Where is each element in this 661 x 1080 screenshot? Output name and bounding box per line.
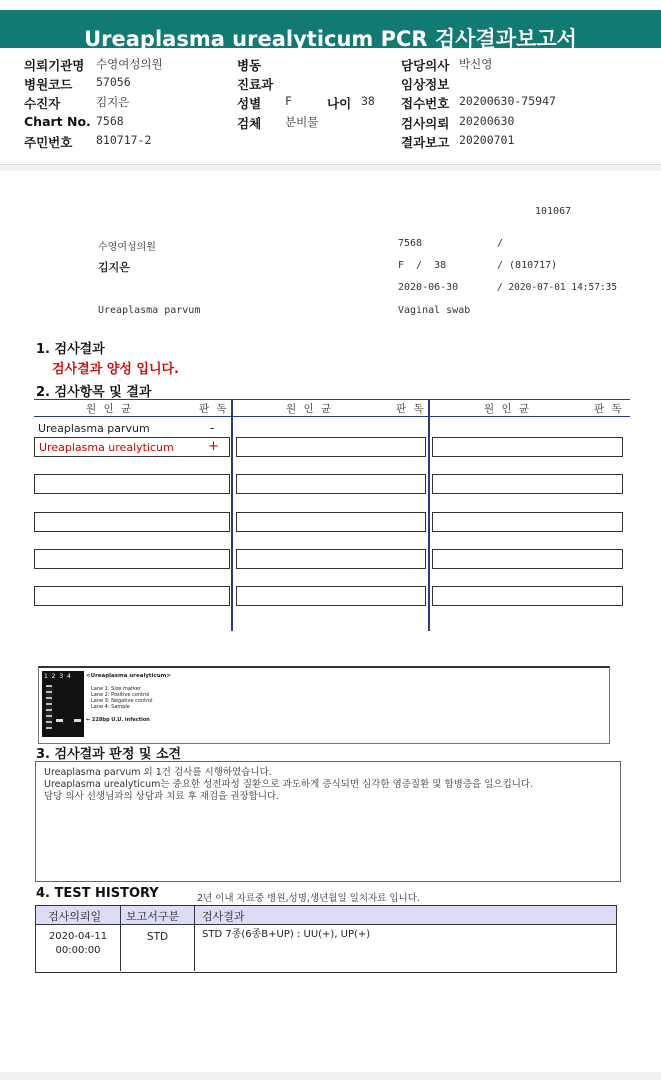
label-department: 진료과 bbox=[237, 77, 274, 92]
marker-ladder bbox=[46, 685, 52, 729]
label-doctor: 담당의사 bbox=[401, 58, 450, 73]
empty-cell bbox=[34, 549, 230, 569]
section4-note: 2년 이내 자료중 병원,성명,생년월일 일치자료 입니다. bbox=[197, 893, 420, 904]
history-time: 00:00:00 bbox=[55, 945, 101, 956]
organism-parvum: Ureaplasma parvum bbox=[38, 422, 150, 435]
label-sex: 성별 bbox=[237, 96, 262, 111]
label-resident-no: 주민번호 bbox=[24, 135, 73, 150]
value-hospital-code: 57056 bbox=[96, 75, 131, 89]
empty-cell bbox=[432, 474, 623, 494]
history-header-row bbox=[36, 905, 616, 925]
section1-result: 검사결과 양성 입니다. bbox=[52, 362, 180, 377]
history-col-result: 검사결과 bbox=[202, 910, 245, 923]
report-test-name: Ureaplasma parvum bbox=[98, 305, 201, 316]
empty-cell bbox=[236, 437, 426, 457]
report-sex-age: F / 38 bbox=[398, 260, 447, 271]
report-patient: 김지은 bbox=[98, 261, 130, 274]
empty-cell bbox=[236, 512, 426, 532]
result-row-urealyticum bbox=[34, 437, 230, 457]
col2-judge: 판 독 bbox=[396, 403, 426, 415]
empty-cell bbox=[432, 437, 623, 457]
result-parvum: - bbox=[210, 421, 215, 435]
col1-organism: 원 인 균 bbox=[86, 403, 134, 415]
value-chart-no: 7568 bbox=[96, 114, 124, 128]
value-report-date: 20200701 bbox=[459, 133, 515, 147]
empty-cell bbox=[34, 474, 230, 494]
header-divider bbox=[0, 164, 661, 171]
empty-cell bbox=[34, 512, 230, 532]
lane-4-label: 4 bbox=[66, 673, 71, 680]
value-patient: 김지은 bbox=[96, 95, 130, 109]
section3-title: 3. 검사결과 판정 및 소견 bbox=[36, 747, 182, 762]
legend-lane-1: Lane 1: Size marker bbox=[91, 686, 141, 692]
section1-title: 1. 검사결과 bbox=[36, 342, 105, 357]
label-patient: 수진자 bbox=[24, 96, 61, 111]
report-chart-no: 7568 bbox=[398, 238, 423, 249]
organism-urealyticum: Ureaplasma urealyticum bbox=[39, 441, 174, 454]
gel-image bbox=[42, 671, 84, 737]
legend-lane-4: Lane 4: Sample bbox=[91, 704, 130, 710]
col2-organism: 원 인 균 bbox=[286, 403, 334, 415]
opinion-line-2: Ureaplasma urealyticum는 중요한 성전파성 질환으로 과도하게 증식되면 심각한 염증질환 및 합병증을 일으킵니다. bbox=[44, 779, 534, 790]
report-hospital: 수영여성의원 bbox=[98, 242, 156, 253]
value-sex: F bbox=[285, 94, 292, 108]
col3-judge: 판 독 bbox=[594, 403, 624, 415]
empty-cell bbox=[236, 549, 426, 569]
label-hospital-code: 병원코드 bbox=[24, 77, 73, 92]
lane-1-label: 1 bbox=[44, 673, 48, 680]
history-col-type: 보고서구분 bbox=[126, 910, 180, 923]
label-age: 나이 bbox=[327, 96, 352, 111]
value-specimen: 분비물 bbox=[285, 115, 319, 129]
empty-cell bbox=[432, 586, 623, 606]
gel-title: <Ureaplasma urealyticum> bbox=[86, 673, 171, 679]
band-positive-control bbox=[56, 719, 63, 722]
band-sample bbox=[74, 719, 81, 722]
report-code: 101067 bbox=[535, 206, 572, 217]
opinion-box bbox=[35, 761, 621, 882]
value-receipt-no: 20200630-75947 bbox=[459, 94, 556, 108]
column-divider-1 bbox=[231, 399, 233, 631]
result-urealyticum: + bbox=[208, 439, 219, 454]
gel-band-label: ← 228bp U.U. infection bbox=[86, 717, 150, 723]
label-clinical-info: 임상정보 bbox=[401, 77, 450, 92]
result-row-parvum bbox=[38, 422, 150, 435]
empty-cell bbox=[432, 512, 623, 532]
history-col-divider-2 bbox=[194, 905, 195, 971]
empty-cell bbox=[236, 586, 426, 606]
opinion-line-1: Ureaplasma parvum 외 1건 검사를 시행하였습니다. bbox=[44, 767, 272, 778]
patient-info-block bbox=[0, 56, 661, 156]
results-table-header bbox=[34, 399, 630, 417]
value-hospital-name: 수영여성의원 bbox=[96, 57, 163, 71]
history-col-date: 검사의뢰일 bbox=[48, 910, 102, 923]
lane-3-label: 3 bbox=[59, 673, 64, 680]
empty-cell bbox=[236, 474, 426, 494]
label-specimen: 검체 bbox=[237, 116, 262, 131]
report-datetime: / 2020-07-01 14:57:35 bbox=[497, 282, 618, 293]
opinion-line-3: 담당 의사 선생님과의 상담과 치료 후 재검을 권장합니다. bbox=[44, 791, 280, 802]
value-request-date: 20200630 bbox=[459, 114, 515, 128]
value-resident-no: 810717-2 bbox=[96, 133, 152, 147]
report-receipt-date: 2020-06-30 bbox=[398, 282, 459, 293]
value-doctor: 박신영 bbox=[459, 57, 493, 71]
report-slash: / bbox=[497, 238, 504, 249]
label-chart-no: Chart No. bbox=[24, 114, 91, 129]
label-request-date: 검사의뢰 bbox=[401, 116, 450, 131]
label-receipt-no: 접수번호 bbox=[401, 96, 450, 111]
column-divider-2 bbox=[428, 399, 430, 631]
gel-legend bbox=[91, 686, 153, 710]
label-hospital-name: 의뢰기관명 bbox=[24, 58, 85, 73]
label-report-date: 결과보고 bbox=[401, 135, 450, 150]
empty-cell bbox=[432, 549, 623, 569]
history-result: STD 7종(6종B+UP) : UU(+), UP(+) bbox=[202, 929, 371, 940]
section2-title: 2. 검사항목 및 결과 bbox=[36, 385, 152, 400]
section4-title: 4. TEST HISTORY bbox=[36, 886, 159, 901]
gel-panel bbox=[38, 666, 610, 744]
value-age: 38 bbox=[361, 94, 375, 108]
col3-organism: 원 인 균 bbox=[484, 403, 532, 415]
legend-lane-3: Lane 3: Negative control bbox=[91, 698, 153, 704]
col1-judge: 판 독 bbox=[199, 403, 229, 415]
legend-lane-2: Lane 2: Positive control bbox=[91, 692, 150, 698]
history-type: STD bbox=[146, 931, 169, 943]
lane-2-label: 2 bbox=[51, 673, 56, 680]
label-ward: 병동 bbox=[237, 58, 262, 73]
footer-band bbox=[0, 1072, 661, 1080]
empty-cell bbox=[34, 586, 230, 606]
report-title: Ureaplasma urealyticum PCR 검사결과보고서 bbox=[0, 0, 661, 48]
report-specimen: Vaginal swab bbox=[398, 305, 471, 316]
report-id-part: / (810717) bbox=[497, 260, 558, 271]
history-date: 2020-04-11 bbox=[48, 931, 108, 942]
history-table bbox=[35, 905, 617, 973]
history-row-date bbox=[36, 930, 120, 958]
